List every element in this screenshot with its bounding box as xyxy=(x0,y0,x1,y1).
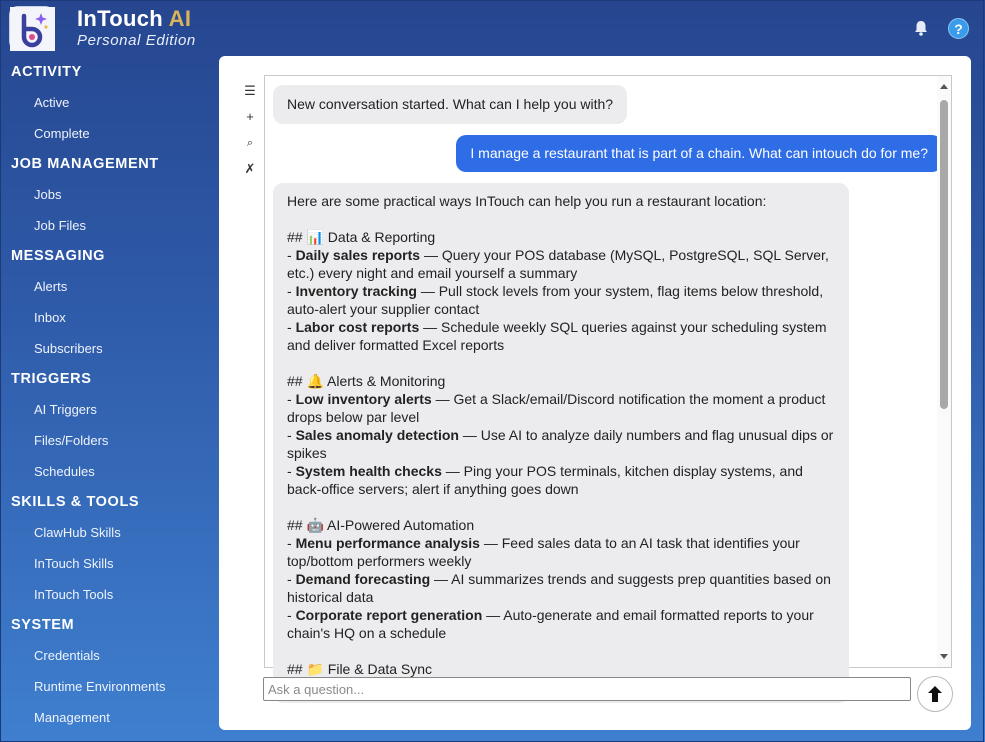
chat-input-row xyxy=(263,676,953,726)
scroll-up-arrow-icon[interactable] xyxy=(940,84,948,89)
user-message: I manage a restaurant that is part of a chain. What can intouch do for me? xyxy=(456,135,942,172)
reply-bullet: - Menu performance analysis — Feed sales data to an AI task that identifies your xyxy=(287,535,800,551)
reply-bullet-cont: and deliver formatted Excel reports xyxy=(287,337,505,353)
chat-toolbar xyxy=(241,78,259,182)
arrow-up-icon xyxy=(927,685,943,703)
sidebar-item-active[interactable]: Active xyxy=(34,95,70,110)
sidebar-section-messaging xyxy=(1,247,216,364)
send-button[interactable] xyxy=(917,676,953,712)
bot-message xyxy=(273,183,849,703)
reply-bullet-cont: chain's HQ on a schedule xyxy=(287,625,447,641)
sidebar-item-intouch-skills[interactable]: InTouch Skills xyxy=(34,556,114,571)
reply-bullet: - Daily sales reports — Query your POS database (MySQL, PostgreSQL, SQL Server, xyxy=(287,247,829,263)
sidebar-item-schedules[interactable]: Schedules xyxy=(34,464,95,479)
sidebar-item-files-folders[interactable]: Files/Folders xyxy=(34,433,109,448)
bot-message: New conversation started. What can I help you with? xyxy=(273,85,627,124)
help-icon[interactable]: ? xyxy=(948,18,969,39)
sidebar-section-job-management xyxy=(1,155,216,241)
reply-bullet: - Labor cost reports — Schedule weekly SQL queries against your scheduling system xyxy=(287,319,827,335)
sidebar-item-runtime-environments[interactable]: Runtime Environments xyxy=(34,679,166,694)
reply-bullet-cont: back-office servers; alert if anything goes down xyxy=(287,481,579,497)
sidebar-item-subscribers[interactable]: Subscribers xyxy=(34,341,103,356)
sidebar-section-skills-tools xyxy=(1,493,216,610)
app-header xyxy=(1,1,985,55)
new-chat-icon[interactable]: + xyxy=(246,109,254,124)
sidebar-item-credentials[interactable]: Credentials xyxy=(34,648,100,663)
section-title: TRIGGERS xyxy=(11,371,92,387)
sidebar-section-triggers xyxy=(1,370,216,487)
reply-bullet: - Demand forecasting — AI summarizes trends and suggests prep quantities based on xyxy=(287,571,831,587)
clear-icon[interactable]: ✗ xyxy=(244,161,256,176)
chat-transcript xyxy=(264,75,952,677)
sidebar-item-clawhub-skills[interactable]: ClawHub Skills xyxy=(34,525,121,540)
reply-bullet: - Corporate report generation — Auto-generate and email formatted reports to your xyxy=(287,607,814,623)
reply-bullet-cont: auto-alert your supplier contact xyxy=(287,301,480,317)
reply-bullet: - Inventory tracking — Pull stock levels from your system, flag items below threshold, xyxy=(287,283,824,299)
scrollbar-thumb[interactable] xyxy=(940,100,948,409)
app-title-main: InTouch xyxy=(77,6,164,31)
bell-emoji-icon: 🔔 xyxy=(306,373,324,389)
app-title xyxy=(77,6,191,32)
sidebar-item-jobs[interactable]: Jobs xyxy=(34,187,62,202)
app-logo xyxy=(9,6,54,50)
reply-bullet-cont: top/bottom performers weekly xyxy=(287,553,472,569)
reply-bullet-cont: spikes xyxy=(287,445,327,461)
logo-icon xyxy=(10,7,55,51)
section-title: JOB MANAGEMENT xyxy=(11,156,159,172)
reply-bullet: - System health checks — Ping your POS terminals, kitchen display systems, and xyxy=(287,463,803,479)
bell-icon[interactable] xyxy=(912,19,930,37)
robot-emoji-icon: 🤖 xyxy=(306,517,324,533)
section-title: SKILLS & TOOLS xyxy=(11,494,140,510)
sidebar-item-inbox[interactable]: Inbox xyxy=(34,310,66,325)
section-title: SYSTEM xyxy=(11,617,75,633)
message-list xyxy=(265,76,937,677)
reply-heading-cutoff: ## 📁 File & Data Sync xyxy=(287,661,433,677)
sidebar-nav xyxy=(1,63,216,733)
sidebar-item-ai-triggers[interactable]: AI Triggers xyxy=(34,402,97,417)
sidebar-item-intouch-tools[interactable]: InTouch Tools xyxy=(34,587,114,602)
section-title: MESSAGING xyxy=(11,248,106,264)
reply-heading: ## 🔔 Alerts & Monitoring xyxy=(287,373,446,389)
reply-bullet-cont: etc.) every night and email yourself a summary xyxy=(287,265,578,281)
sidebar-item-alerts[interactable]: Alerts xyxy=(34,279,68,294)
app-subtitle: Personal Edition xyxy=(77,32,196,49)
reply-heading: ## 🤖 AI-Powered Automation xyxy=(287,517,475,533)
sidebar-section-system xyxy=(1,616,216,733)
sidebar-section-activity xyxy=(1,63,216,149)
chart-emoji-icon: 📊 xyxy=(306,229,324,245)
sidebar-item-job-files[interactable]: Job Files xyxy=(34,218,87,233)
reply-bullet: - Low inventory alerts — Get a Slack/email/Discord notification the moment a product xyxy=(287,391,826,407)
sidebar-item-complete[interactable]: Complete xyxy=(34,126,90,141)
section-title: ACTIVITY xyxy=(11,64,82,80)
reply-bullet-cont: drops below par level xyxy=(287,409,420,425)
app-title-accent: AI xyxy=(168,6,192,31)
chat-panel xyxy=(219,56,971,730)
search-icon[interactable]: ⌕ xyxy=(246,137,254,149)
reply-heading: ## 📊 Data & Reporting xyxy=(287,229,436,245)
question-input[interactable] xyxy=(263,677,911,701)
reply-intro: Here are some practical ways InTouch can help you run a restaurant location: xyxy=(287,193,767,209)
reply-bullet: - Sales anomaly detection — Use AI to analyze daily numbers and flag unusual dips or xyxy=(287,427,834,443)
chat-scrollbar[interactable] xyxy=(937,76,951,667)
menu-icon[interactable]: ☰ xyxy=(244,83,256,98)
reply-bullet-cont: historical data xyxy=(287,589,374,605)
sidebar-item-management[interactable]: Management xyxy=(34,710,110,725)
scroll-down-arrow-icon[interactable] xyxy=(940,654,948,659)
